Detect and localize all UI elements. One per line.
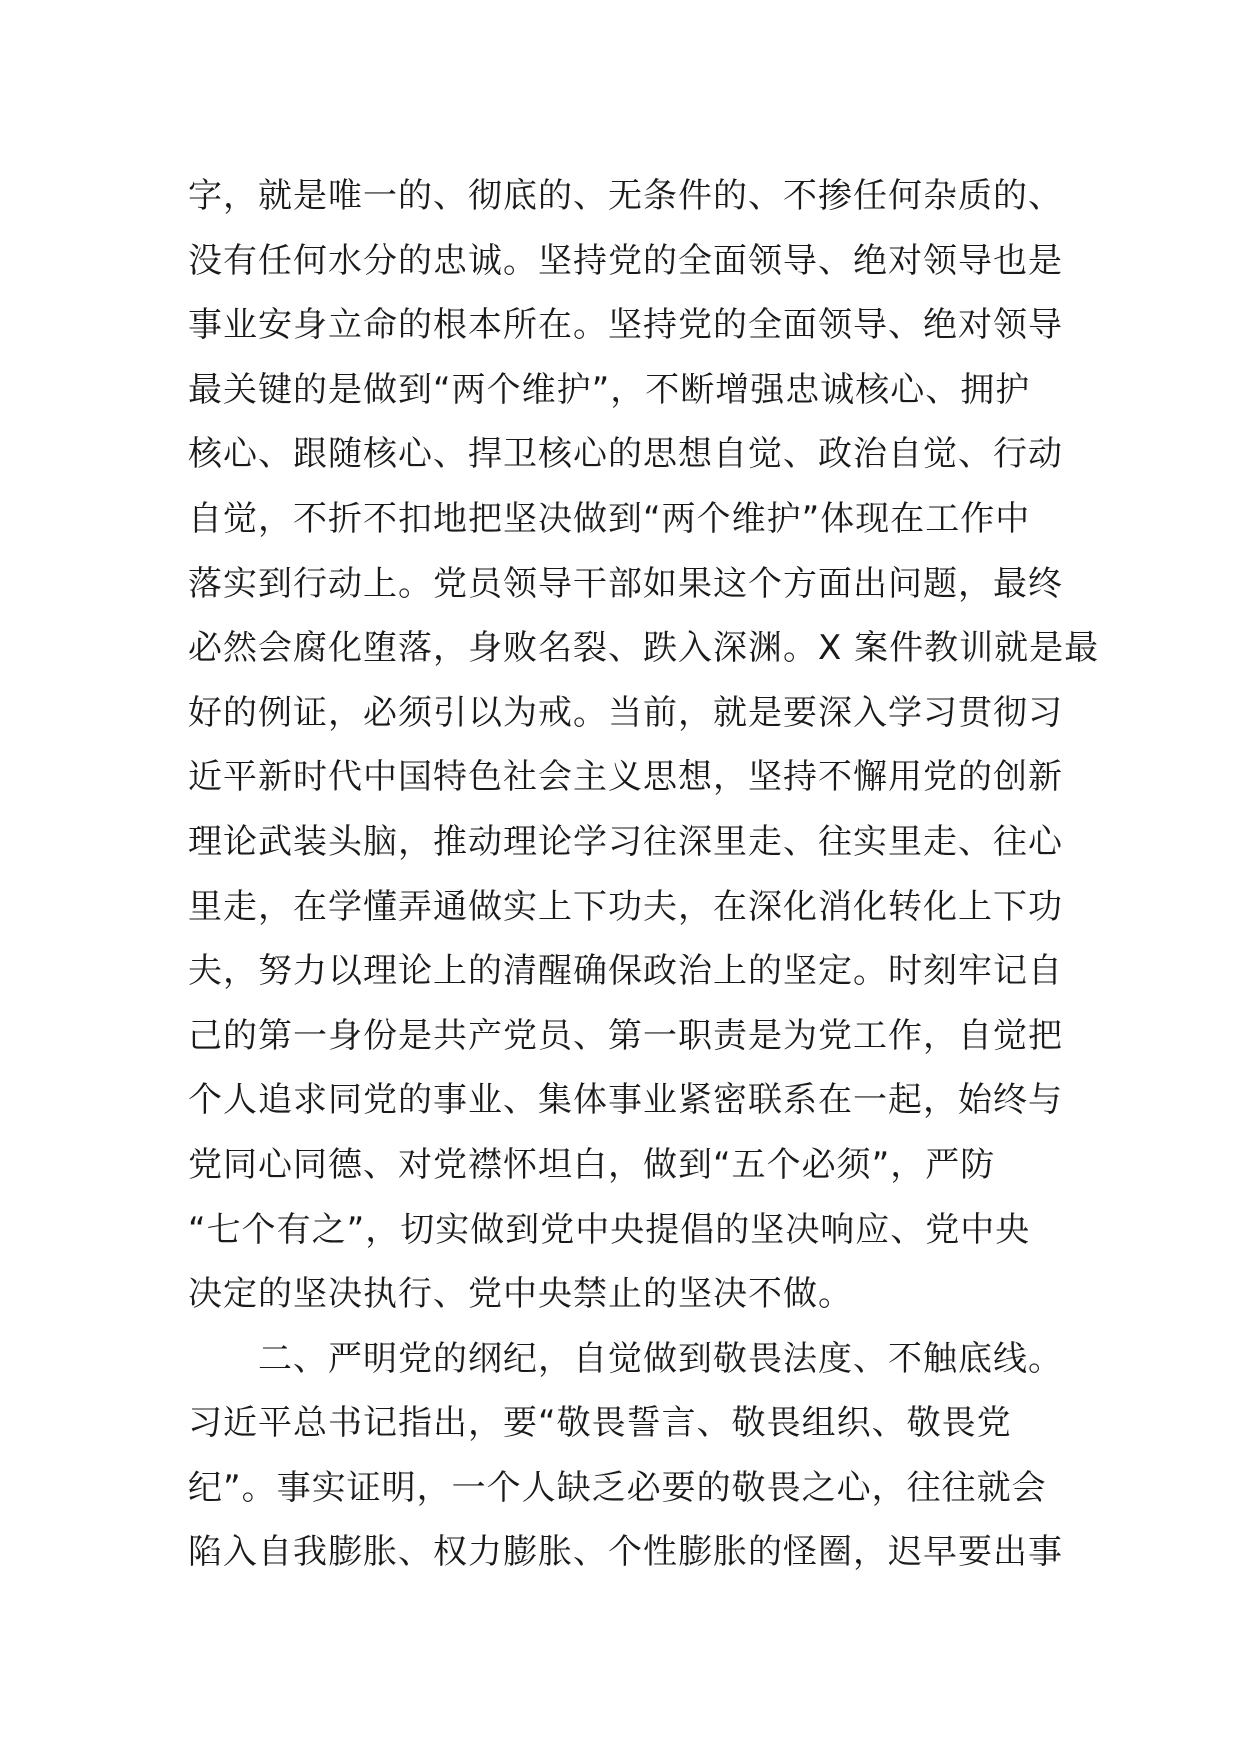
text-line: 最关键的是做到“两个维护”，不断增强忠诚核心、拥护	[188, 369, 1031, 410]
text-line: 字，就是唯一的、彻底的、无条件的、不掺任何杂质的、	[188, 176, 1063, 216]
text-line: 没有任何水分的忠诚。坚持党的全面领导、绝对领导也是	[188, 240, 1063, 281]
text-line: 己的第一身份是共产党员、第一职责是为党工作，自觉把	[188, 1015, 1063, 1056]
text-line: 理论武装头脑，推动理论学习往深里走、往实里走、往心	[188, 821, 1063, 862]
text-line: 陷入自我膨胀、权力膨胀、个性膨胀的怪圈，迟早要出事	[188, 1532, 1063, 1573]
text-line: 里走，在学懂弄通做实上下功夫，在深化消化转化上下功	[188, 886, 1063, 927]
text-line: 党同心同德、对党襟怀坦白，做到“五个必须”，严防	[188, 1144, 996, 1185]
text-line: 好的例证，必须引以为戒。当前，就是要深入学习贯彻习	[188, 692, 1063, 733]
text-line: 决定的坚决执行、党中央禁止的坚决不做。	[188, 1274, 853, 1315]
text-line: 纪”。事实证明，一个人缺乏必要的敬畏之心，往往就会	[188, 1467, 1047, 1508]
text-line: 个人追求同党的事业、集体事业紧密联系在一起，始终与	[188, 1080, 1063, 1121]
text-line: 落实到行动上。党员领导干部如果这个方面出问题，最终	[188, 563, 1063, 604]
text-line: 习近平总书记指出，要“敬畏誓言、敬畏组织、敬畏党	[188, 1403, 1012, 1444]
section-heading: 二、严明党的纲纪，自觉做到敬畏法度、不触底线。	[258, 1338, 1063, 1379]
text-line: 必然会腐化堕落，身败名裂、跌入深渊。X 案件教训就是最	[188, 628, 1100, 669]
body-text	[188, 164, 1100, 1585]
text-line: 近平新时代中国特色社会主义思想，坚持不懈用党的创新	[188, 757, 1063, 798]
text-line: “七个有之”，切实做到党中央提倡的坚决响应、党中央	[188, 1209, 1031, 1250]
text-line: 事业安身立命的根本所在。坚持党的全面领导、绝对领导	[188, 305, 1063, 346]
text-line: 自觉，不折不扣地把坚决做到“两个维护”体现在工作中	[188, 498, 1031, 539]
text-line: 夫，努力以理论上的清醒确保政治上的坚定。时刻牢记自	[188, 951, 1063, 992]
text-line: 核心、跟随核心、捍卫核心的思想自觉、政治自觉、行动	[188, 434, 1063, 475]
